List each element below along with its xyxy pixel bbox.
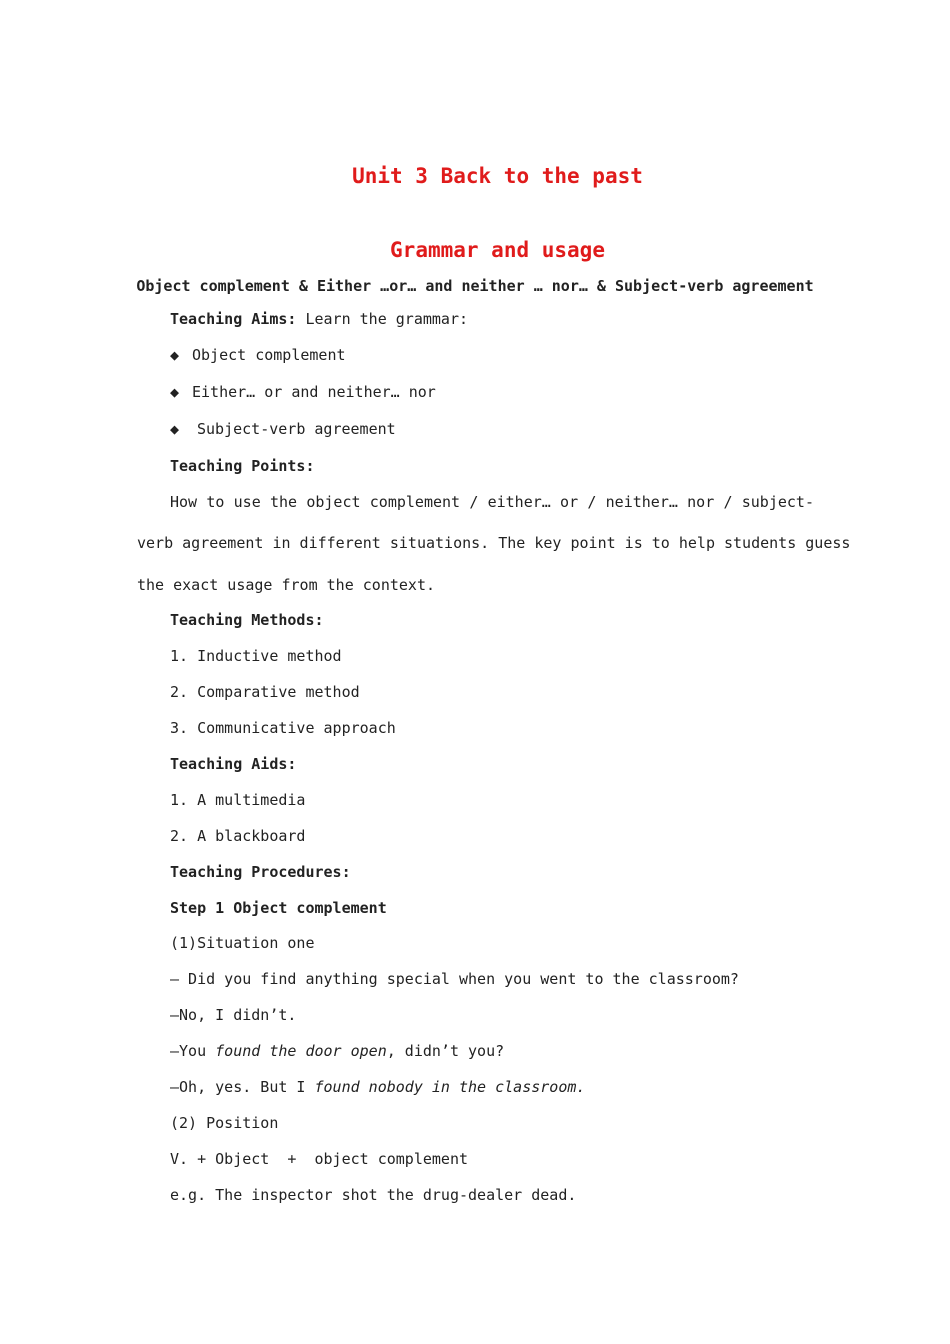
diamond-bullet-icon: ◆ <box>170 383 180 401</box>
points-line: the exact usage from the context. <box>137 576 436 594</box>
position-heading: (2) Position <box>170 1114 279 1132</box>
aims-label: Teaching Aims: <box>170 310 297 328</box>
dialog-emphasis: found nobody in the classroom. <box>314 1078 586 1096</box>
section-title: Grammar and usage <box>390 238 605 262</box>
document-title: Unit 3 Back to the past <box>352 164 643 188</box>
aims-item-text: Subject-verb agreement <box>197 420 396 438</box>
aims-item <box>170 419 396 439</box>
diamond-bullet-icon: ◆ <box>170 420 180 438</box>
methods-item: 3. Communicative approach <box>170 719 396 737</box>
aims-item <box>170 382 436 402</box>
situation-heading: (1)Situation one <box>170 934 315 952</box>
dialog-line: — Did you find anything special when you went to the classroom? <box>170 970 739 988</box>
dialog-line <box>170 1041 504 1061</box>
points-line: How to use the object complement / either… or / neither… nor / subject- <box>170 493 814 511</box>
methods-item: 2. Comparative method <box>170 683 360 701</box>
dialog-line: —No, I didn’t. <box>170 1006 297 1024</box>
dialog-text: , didn’t you? <box>386 1042 505 1060</box>
aids-label: Teaching Aids: <box>170 755 297 773</box>
aims-item <box>170 345 346 365</box>
step-heading: Step 1 Object complement <box>170 899 387 917</box>
points-label: Teaching Points: <box>170 457 315 475</box>
aims-text: Learn the grammar: <box>305 310 469 328</box>
aims-line <box>170 309 468 329</box>
dialog-emphasis: found the door open <box>215 1042 387 1060</box>
procedures-label: Teaching Procedures: <box>170 863 351 881</box>
dialog-text: —Oh, yes. But I <box>170 1078 315 1096</box>
methods-label: Teaching Methods: <box>170 611 324 629</box>
aids-item: 1. A multimedia <box>170 791 306 809</box>
points-line: verb agreement in different situations. The key point is to help students guess <box>137 534 851 552</box>
aims-item-text: Either… or and neither… nor <box>192 383 436 401</box>
formula-line: V. + Object + object complement <box>170 1150 469 1168</box>
aims-item-text: Object complement <box>192 346 346 364</box>
aids-item: 2. A blackboard <box>170 827 306 845</box>
methods-item: 1. Inductive method <box>170 647 342 665</box>
example-line: e.g. The inspector shot the drug-dealer dead. <box>170 1186 577 1204</box>
dialog-text: —You <box>170 1042 216 1060</box>
topic-line: Object complement & Either …or… and neither … nor… & Subject-verb agreement <box>136 277 814 295</box>
diamond-bullet-icon: ◆ <box>170 346 180 364</box>
dialog-line <box>170 1077 585 1097</box>
